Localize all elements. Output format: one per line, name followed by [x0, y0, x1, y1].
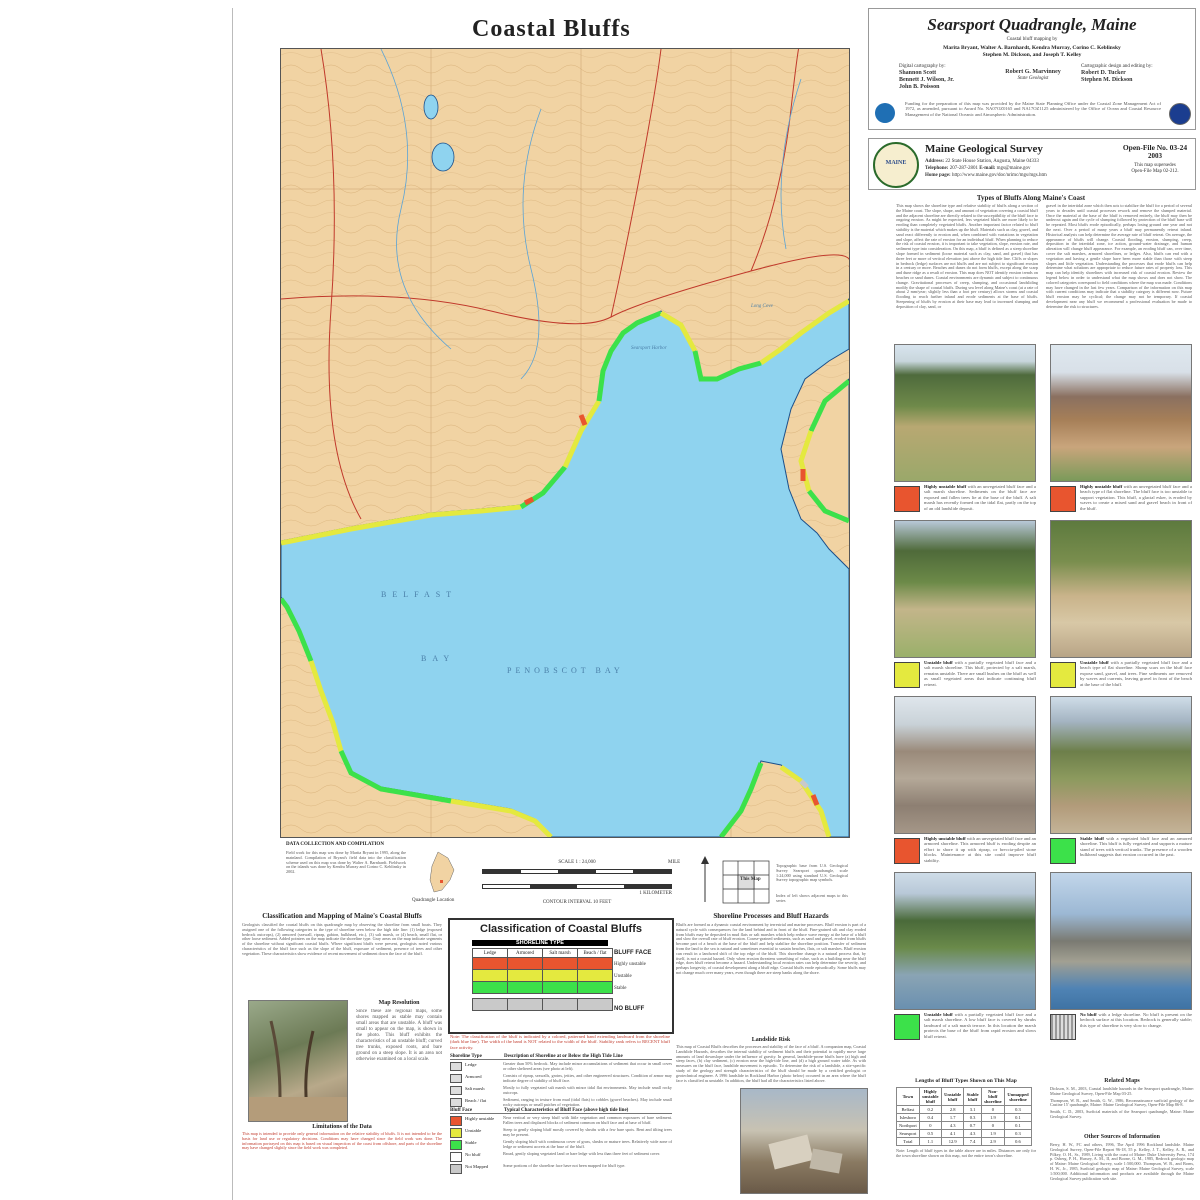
shore-type-item: Ledge Greater than 50% bedrock. May include minor accumulations of sediment that occur in small coves or other sheltered areas (see photo at left). [450, 1062, 672, 1072]
bluff-type-swatch [1050, 662, 1076, 688]
classification-title: Classification and Mapping of Maine's Coastal Bluffs [262, 912, 422, 920]
topo-note: Topographic base from U.S. Geological Survey Searsport quadrangle, scale 1:24,000 using standard U.S. Geological Survey topographic map symbols. [776, 864, 848, 883]
photo-caption: Highly unstable bluff with an unvegetated bluff face and a beach type of flat shoreline. The bluff face is too unstable to support vegetation. This bluff, a glacial esker, is eroded by waves to create a mixed sand and gravel beach in front of the bluff. [1080, 484, 1192, 511]
noaa-logo-icon [1169, 103, 1191, 125]
shore-type-item: Armored Consists of riprap, seawalls, groins, jetties, and other engineered structures. Condition of armor may indicate degree of stability of bluff face. [450, 1074, 672, 1084]
bluff-type-swatch [894, 486, 920, 512]
address: 22 State House Station, Augusta, Maine 04333 [945, 159, 1039, 164]
bluff-face-legend: Bluff Face Typical Characteristics of Bluff Face (above high tide line) Highly unstable Near vertical or very steep bluff with little vegetation and common exposures of bare sediment. Fallen trees and displaced blocks of sediment common on bluff face and at base of bluff. Unstable Steep to gently sloping bluff mostly covered by shrubs with a few bare spots. Bent and tilting trees may be present. Stable Gently sloping bluff with continuous cover of grass, shrubs or mature trees. Relatively wide zone of ledge or sediment accrets at the base of the bluff. No bluff Broad, gently sloping vegetated land or bare ledge with less than three feet of sediment cover. Not Mapped Some portions of the shoreline face have not been mapped for bluff type. [450, 1108, 672, 1174]
lengths-table-header: Stable bluff [964, 1088, 981, 1106]
lengths-table [896, 1087, 1032, 1146]
landslide-title: Landslide Risk [751, 1037, 791, 1043]
state-geologist: Robert G. Marvinney State Geologist [1005, 69, 1061, 81]
quadrangle-location-label: Quadrangle Location [412, 898, 455, 903]
bluff-type-swatch [894, 838, 920, 864]
bluff-type-swatch [1050, 486, 1076, 512]
bluff-face-item: Unstable Steep to gently sloping bluff mostly covered by shrubs with a few bare spots. Bent and tilting trees may be present. [450, 1128, 672, 1138]
coastal-program-logo-icon [875, 103, 895, 123]
lengths-table-row: Belfast 0.2 2.8 3.1 0 0.3 [897, 1106, 1032, 1114]
legend-title: Classification of Coastal Bluffs [480, 923, 642, 935]
bluff-face-swatch [450, 1128, 462, 1138]
shore-type-swatch [450, 1098, 462, 1107]
lengths-table-header: Unmapped shoreline [1004, 1088, 1031, 1106]
types-col-1: This map shows the shoreline type and relative stability of bluffs along a section of the Maine coast. The slope, shape, and amount of vegetation covering a coastal bluff and the adjacent shoreline are directly related to the susceptibility of the bluff face to ongoing erosion. As might be expected, less vegetated bluffs are more likely to be eroding than completely vegetated bluffs. Another important factor related to bluff stability is the material which makes up the bluff. Materials such as clay, gravel, and sand react differently to erosion and, when combined with variations in vegetation and slope, affect the rate of erosion for an individual bluff. When planning to reduce the risk of coastal erosion, it is important to take vegetation, slope, erosion rate, and sediment type into consideration. On this map, a bluff is defined as a steep shoreline slope formed in sediment (loose material such as clay, sand, and gravel) that has three feet or more of vertical elevation just above the high tide line. Cliffs or slopes in bedrock (ledge) surfaces are not bluffs and are not subject to significant erosion in a century or more. Beaches and dunes do not form bluffs, except along the scarp and dune ridge as a result of erosion. This map does NOT identify erosion trends on beaches or sand dunes. Coastal environments are dynamic and subject to continuous change. Gravitational processes of creep, slumping, and occasional landsliding modify the shape of coastal bluffs. During sea level along Maine's coast (at a rate of about 2 mm/year; slightly less than a foot per century) allows storms and coastal flooding to reach further inland and erode sediments at the base of bluffs. Steepening of bluffs by erosion at their base may lead to increased slumping and deposition of clay, sand, or [896, 204, 1038, 309]
scale-label: SCALE 1 : 24,000 [558, 860, 596, 865]
bluff-face-swatch [450, 1140, 462, 1150]
related-maps-section: Related Maps Dickson, S. M., 2003, Coastal landslide hazards in the Searsport quadrangle, Maine: Maine Geological Survey, Open-File Map 03-25. Thompson, W. B., and Smith, G. W., 1986, Reconnaissance surficial geology of the Castine 15' quadrangle, Maine: Maine Geological Survey, Open-File Map 86-8. Smith, C. D., 2003, Surficial materials of the Searsport quadrangle, Maine: Maine Geological Survey. Other Sources of Information Berry, H. W., FC and others, 1996, The April 1996 Rockland landslide. Maine Geological Survey, Open-File Report 96-18, 55 p. Kelley, J. T., Kelley, A. R., and Pilkey, O. H., Sr., 1989, Living with the coast of Maine: Duke University Press, 174 p. Osberg, P. H., Hussey, A. M., II, and Boone, G. M., 1985, Bedrock geologic map of Maine: Maine Geological Survey, scale 1:500,000. Thompson, W. B., and Borns, H. W., Jr., 1985, Surficial geologic map of Maine: Maine Geological Survey, scale 1:500,000. Additional information and products are available through the Maine Geological Survey publication web site. [1050, 1078, 1194, 1185]
legend-row-highly-unstable [473, 958, 613, 970]
bluff-type-swatch [894, 662, 920, 688]
classification-grid: Ledge Armored Salt marsh Beach / flat [472, 948, 613, 1011]
lengths-table-row: Searsport 0.5 4.1 4.3 1.9 0.3 [897, 1130, 1032, 1138]
department-seal-icon: MAINE [873, 142, 919, 188]
cartographic-design: Cartographic design and editing by: Robert D. Tucker Stephen M. Dickson [1081, 64, 1153, 83]
this-map-label: This Map [740, 877, 761, 882]
photo-caption: Highly unstable bluff with an unvegetated bluff face and an armored shoreline. This armored bluff is eroding despite an effort to shore it up with riprap, or breccia-piled stone blocks. Maintenance at this site could improve bluff stability. [924, 836, 1036, 863]
data-collection-title: DATA COLLECTION AND COMPILATION [286, 842, 384, 847]
classification-section [242, 912, 442, 1013]
legend-row-unstable [473, 970, 613, 982]
bluff-face-item: No bluff Broad, gently sloping vegetated land or bare ledge with less than three feet of sediment cover. [450, 1152, 672, 1162]
hazards-section [676, 912, 866, 1091]
lengths-table-header: Town [897, 1088, 920, 1106]
digital-cartography: Digital cartography by: Shannon Scott Bennett J. Wilson, Jr. John B. Poisson [899, 64, 954, 90]
bluff-face-swatch [450, 1164, 462, 1174]
shore-type-swatch [450, 1062, 462, 1071]
pond [432, 143, 454, 171]
lengths-table-header: Unstable bluff [941, 1088, 963, 1106]
shore-type-item: Beach / flat Sediment, ranging in texture from mud (tidal flats) to cobbles (gravel beaches). May include small rocky outcrops or small patches of vegetation. [450, 1098, 672, 1108]
hazards-title: Shoreline Processes and Bluff Hazards [713, 912, 829, 920]
open-file-info: Open-File No. 03-24 2003 This map supersedes Open-File Map 02-212. [1122, 143, 1188, 174]
types-title: Types of Bluffs Along Maine's Coast [976, 194, 1086, 202]
lengths-table-row: Northport 0 4.3 0.7 0 0.1 [897, 1122, 1032, 1130]
maine-locator-map [420, 850, 460, 895]
photo-caption: Highly unstable bluff with an unvegetated bluff face and a salt marsh shoreline. Sediments on the bluff face are exposed and fallen trees lie at the base of the bluff. A salt marsh has recently formed on the tidal flat, partly on the top of an old landslide deposit. [924, 484, 1036, 511]
shore-type-swatch [450, 1074, 462, 1083]
bay-label: BAY [421, 654, 456, 663]
legend-note: Note: The classification of the bluff is indicated by a colored, patterned band extending landward from the shoreline (dark blue line). The width of the band is NOT related to the width of the bluff. Stability rank refers to RECENT bluff face activity. [450, 1034, 670, 1050]
lengths-table-row: Islesboro 0.4 1.7 0.3 1.9 0.1 [897, 1114, 1032, 1122]
contour-label: CONTOUR INTERVAL 10 FEET [542, 900, 612, 905]
lengths-table-header: Highly unstable bluff [919, 1088, 941, 1106]
photo-caption: Stable bluff with a vegetated bluff face and an armored shoreline. This bluff is fully vegetated and supports a mature stand of trees with vertical trunks. The presence of a wooden bulkhead suggests that erosion occurred in the past. [1080, 836, 1192, 858]
scale-bar [482, 860, 672, 912]
related-map-item[interactable]: Smith, C. D., 2003, Surficial materials of the Searsport quadrangle, Maine: Maine Geological Survey. [1050, 1109, 1194, 1119]
home-page-link[interactable]: http://www.maine.gov/doc/nrimc/mgs/mgs.htm [951, 173, 1047, 178]
belfast-label: BELFAST [381, 590, 458, 599]
bluff-face-item: Not Mapped Some portions of the shoreline face have not been mapped for bluff type. [450, 1164, 672, 1174]
bluff-photo [1050, 520, 1192, 658]
email: mgs@maine.gov [996, 166, 1031, 171]
photo-caption: Unstable bluff with a partially vegetated bluff face and a salt marsh shoreline. This bluff, protected by a salt marsh, remains unstable. There are small bushes on the bluff as well as small vegetated areas that indicate continuing bluff retreat. [924, 660, 1036, 687]
shore-type-swatch [450, 1086, 462, 1095]
bluff-face-header: BLUFF FACE [614, 950, 652, 956]
map-canvas[interactable] [281, 49, 849, 837]
survey-name: Maine Geological Survey [925, 143, 1043, 155]
lengths-note: Note: Length of bluff types in the table above are in miles. Distances are only for the town shoreline shown on this map, not the entire town's shoreline. [896, 1149, 1036, 1158]
shoreline-type-legend: Shoreline Type Description of Shoreline at or Below the High Tide Line Ledge Greater than 50% bedrock. May include minor accumulations of sediment that occur in small coves or other sheltered areas (see photo at left). Armored Consists of riprap, seawalls, groins, jetties, and other engineered structures. Condition of armor may indicate degree of stability of bluff face. Salt marsh Mostly to fully vegetated salt marsh with minor tidal flat environments. May include small rocky outcrops. Beach / flat Sediment, ranging in texture from mud (tidal flats) to cobbles (gravel beaches). May include small rocky outcrops or small patches of vegetation. [450, 1054, 672, 1107]
mile-label: MILE [668, 860, 681, 865]
related-map-item[interactable]: Thompson, W. B., and Smith, G. W., 1986, Reconnaissance surficial geology of the Castine 15' quadrangle, Maine: Maine Geological Survey, Open-File Map 86-8. [1050, 1097, 1194, 1108]
no-bluff-header: NO BLUFF [614, 1006, 645, 1012]
bluff-photo [894, 696, 1036, 834]
shoreline-type-header: SHORELINE TYPE [472, 940, 608, 946]
legend-box: Classification of Coastal Bluffs SHORELINE TYPE Ledge Armored Salt marsh Beach / flat BLUFF FACE Highly unstable Unstable Stable NO BLUFF [448, 918, 674, 1034]
related-map-item[interactable]: Dickson, S. M., 2003, Coastal landslide hazards in the Searsport quadrangle, Maine: Maine Geological Survey, Open-File Map 03-25. [1050, 1087, 1194, 1096]
bluff-photo [1050, 696, 1192, 834]
index-note: Index of left shows adjacent maps to this series [776, 894, 848, 903]
map-title: Coastal Bluffs [472, 16, 631, 42]
bluff-type-swatch [1050, 1014, 1076, 1040]
bluff-photo [894, 520, 1036, 658]
lengths-table-row: Total 1.1 12.9 7.4 2.9 0.6 [897, 1138, 1032, 1146]
quadrangle-title: Searsport Quadrangle, Maine [927, 15, 1137, 34]
title-block [868, 8, 1196, 130]
authors-2: Stephen M. Dickson, and Joseph T. Kelley [982, 52, 1082, 58]
photo-caption: No bluff with a ledge shoreline. No bluff is present on the bedrock surface at this location. Bedrock is generally stable; this type of shoreline is very slow to change. [1080, 1012, 1192, 1028]
funding-text: Funding for the preparation of this map was provided by the Maine State Planning Office under the Coastal Zone Management Act of 1972, as amended, pursuant to Award No. NA07OZ0165 and NA17OZ1125 administered by the Office of Ocean and Coastal Resource Management of the National Oceanic and Atmospheric Administration. [905, 101, 1161, 117]
bluff-photo [894, 872, 1036, 1010]
mapping-by: Coastal bluff mapping by [1006, 37, 1058, 42]
bluff-photo [1050, 872, 1192, 1010]
authors: Marita Bryant, Walter A. Barnhardt, Kendra Murray, Corino C. Keblinsky [943, 45, 1121, 51]
bluff-photo [894, 344, 1036, 482]
lengths-table-header: Non-bluff shoreline [981, 1088, 1004, 1106]
landslide-photo [740, 1088, 868, 1194]
landslide-body: This map of Coastal Bluffs describes the processes and stability of the face of a bluff. A companion map, Coastal Landslide Hazards, describes the internal stability of sediment bluffs and their potential to rapidly move large amounts of land downslope under the influence of gravity. In general, landslide-prone bluffs have (a) high and steep faces, (b) clay sediment, (c) erosion near the high-tide line, and (d) a high ground water table. As with measures on the bluff face, landslide movement is episodic. To determine the risk of a landslide, a site-specific study of the geology and strength characteristics of the bluff should be made by a certified geologist or geotechnical engineer. A 1996 landslide in Rockland Harbor (photo below) occurred in an area where the bluff face is classified as unstable. In addition, the bluff had all the characteristics listed above. [676, 1045, 866, 1083]
legend-row-stable [473, 982, 613, 994]
telephone: 207-287-2801 [949, 166, 979, 171]
mgs-box: MAINE Maine Geological Survey Address: 22 State House Station, Augusta, Maine 04333 Telephone: 207-287-2801 E-mail: mgs@maine.gov Home page: http://www.maine.gov/doc/nrimc/mgs/mgs.htm Open-File No. 03-24 2003 This map supersedes Open-File Map 02-212. [868, 138, 1196, 190]
photo-caption: Unstable bluff with a partially vegetated bluff face and a salt marsh shoreline. A low bluff face is covered by shrubs landward of a salt marsh terrace. In this location the marsh protects the base of the bluff from rapid erosion and slows bluff retreat. [924, 1012, 1036, 1039]
data-collection [286, 842, 406, 901]
shore-type-item: Salt marsh Mostly to fully vegetated salt marsh with minor tidal flat environments. May include small rocky outcrops. [450, 1086, 672, 1096]
pond [424, 95, 438, 119]
map-resolution-photo [248, 1000, 348, 1122]
bluff-photo [1050, 344, 1192, 482]
types-section [868, 194, 1194, 309]
legend-row-no-bluff [473, 999, 613, 1011]
photo-caption: Unstable bluff with a partially vegetated bluff face and a beach type of flat shoreline. Slump scars on the bluff face expose sand, gravel, and trees. Fine sediments are removed by waves and currents, leaving gravel in front of the beach at the base of the bluff. [1080, 660, 1192, 687]
lengths-table-section: Lengths of Bluff Types Shown on This Map Town Highly unstable bluff Unstable bluff Stable bluff Non-bluff shoreline Unmapped shoreline Belfast 0.2 2.8 3.1 0 0.3 Islesboro 0.4 1.7 0.3 1.9 0.1 Northport 0 4.3 0.7 0 0.1 Searsport 0.5 4.1 4.3 1.9 0.3 Total 1.1 12.9 7.4 2.9 0.6 Note: Length of bluff types in the table above are in miles. Distances are only for the town shoreline shown on this map, not the entire town's shoreline. [896, 1078, 1036, 1161]
limitations-section: Limitations of the Data This map is intended to provide only general information on the relative stability of bluffs. It is not intended to be the basis for land use or regulatory decisions. Conditions may have changed since the field work was done. The information portrayed on this map is based on visual inspection of the coast from offshore, and parts of the shoreline may have changed slightly since the field work was completed. [242, 1124, 442, 1151]
bluff-face-item: Highly unstable Near vertical or very steep bluff with little vegetation and common exposures of bare sediment. Fallen trees and displaced blocks of sediment common on bluff face and at base of bluff. [450, 1116, 672, 1126]
searsport-harbor-label: Searsport Harbor [631, 346, 667, 351]
bluff-face-item: Stable Gently sloping bluff with continuous cover of grass, shrubs or mature trees. Relatively wide zone of ledge or sediment accrets at the base of the bluff. [450, 1140, 672, 1150]
data-collection-text: Field work for this map was done by Marita Bryant in 1995, along the mainland. Compilation of Bryant's field data into the classification scheme used on this map was done by Walter A. Barnhardt. Fieldwork on the islands was done by Kendra Murray and Corino C. Keblinsky in 2002. [286, 851, 406, 875]
types-col-2: gravel in the intertidal zone which then acts to stabilize the bluff for a period of several years to decades until coastal processes rework and remove the slumped material. Once the material at the base of the bluff is removed entirely, the bluff may then be undercut again and the cycle of slumping followed by protection of the bluff base will be repeated. Most bluffs erode episodically, perhaps losing ground one year and not the next. Over a period of many years a bluff may permanently retreat inland. Historical analysis can help determine the average rate of bluff retreat. On average, the appearance of bluffs will change. Coastal flooding, erosion, slumping, creep, deposition in the intertidal zone, ice action, ground-water drainage, and human alteration will change bluff appearance. For example, an eroding bluff can, over time, cover the salt marshes, armored shorelines, or ledges. Also, bluffs can end with a vegetation and having a gentle slope have been more stable than those with steep slopes and little vegetation. Understanding the processes that erode bluffs can help determine what solutions are appropriate to reduce future rates of property loss. This map can help identify shorelines with increased risk of coastal erosion. Review the legend below in order to understand what the map shows and does not show. The colored categories correspond to field conditions where the map was made. Conditions may have changed in the last few years. Comparison of the information on this map with current conditions may indicate that a stability category is different now. Future bluff erosion may be cyclical; the change may not be temporary. If coastal development near any bluff we recommend a professional evaluation be made to determine the risk to structures. [1046, 204, 1192, 309]
north-arrow-icon [698, 856, 712, 904]
map-resolution: Map Resolution Since these are regional maps, some shores mapped as stable may contain small areas that are unstable. A bluff was small to appear on the map, is shown in the photo. This bluff exhibits the characteristics of an unstable bluff; curved tree trunks, exposed roots, and bare ground on a steep slope. It is an area not otherwise examined on a local scale. [356, 1000, 442, 1062]
penobscot-bay-label: PENOBSCOT BAY [507, 666, 624, 675]
long-cove-label: Long Cove [751, 304, 773, 309]
bluff-type-swatch [894, 1014, 920, 1040]
bluff-type-swatch [1050, 838, 1076, 864]
other-sources: Berry, H. W., FC and others, 1996, The April 1996 Rockland landslide. Maine Geological Survey, Open-File Report 96-18, 55 p. Kelley, J. T., Kelley, A. R., and Pilkey, O. H., Sr., 1989, Living with the coast of Maine: Duke University Press, 174 p. Osberg, P. H., Hussey, A. M., II, and Boone, G. M., 1985, Bedrock geologic map of Maine: Maine Geological Survey, scale 1:500,000. Thompson, W. B., and Borns, H. W., Jr., 1985, Surficial geologic map of Maine: Maine Geological Survey, scale 1:500,000. Additional information and products are available through the Maine Geological Survey publication web site. [1050, 1143, 1194, 1181]
bluff-face-swatch [450, 1152, 462, 1162]
bluff-face-swatch [450, 1116, 462, 1126]
hazards-body: Bluffs are formed as a dynamic coastal environment by terrestrial and marine processes. Bluff erosion is part of a natural cycle with consequences for the land behind and in front of the bluff. Fine-grained silt and clay eroded from bluffs may be deposited in mud flats or salt marshes which help reduce wave energy at the base of a bluff and slow the overall rate of bluff erosion. Coarse-grained sediments, such as sand and gravel, eroded from bluffs become part of a beach at the base of the bluff and help stabilize the shoreline position. Transfer of sediment from the land to the sea is natural and sometimes essential to sustain beaches, flats, or salt marshes. Bluff erosion can result in a landward shift of the top edge of the bluff. This shoreline change is a natural process that, by itself, is not a coastal hazard. Only when erosion threatens something of value, such as a building near the bluff edge, does bluff retreat become a hazard. Understanding local erosion rates can help determine the severity, and perhaps longevity, of coastal development along a bluff edge. Coastal bluffs erode episodically. Some bluffs may not change much over many years, even though there are steep banks along the shore. [676, 923, 866, 975]
coastal-bluffs-map[interactable] [280, 48, 850, 838]
classification-body: Geologists classified the coastal bluffs on this quadrangle map by observing the shoreline from small boats. They assigned one of the following categories to the type of shoreline seen below the high tide line: (1) ledge (exposed bedrock outcrops), (2) armored (seawall, riprap, gabion, bulkhead, etc.), (3) salt marsh, or (4) beach, small flat, or other loose sediment. Added pointers on the map indicate the shoreline type. Gray areas on the map indicate segments of the shoreline without significant coastal bluffs. Where significant bluffs were present, geologists noted various characteristics of the bluff face such as the slope of the bluff, exposure of sediment, presence of trees and other vegetation. These characteristics show evidence of recent movement of sediment down the face of the bluff. [242, 923, 442, 956]
kilometer-label: 1 KILOMETER [639, 891, 672, 896]
